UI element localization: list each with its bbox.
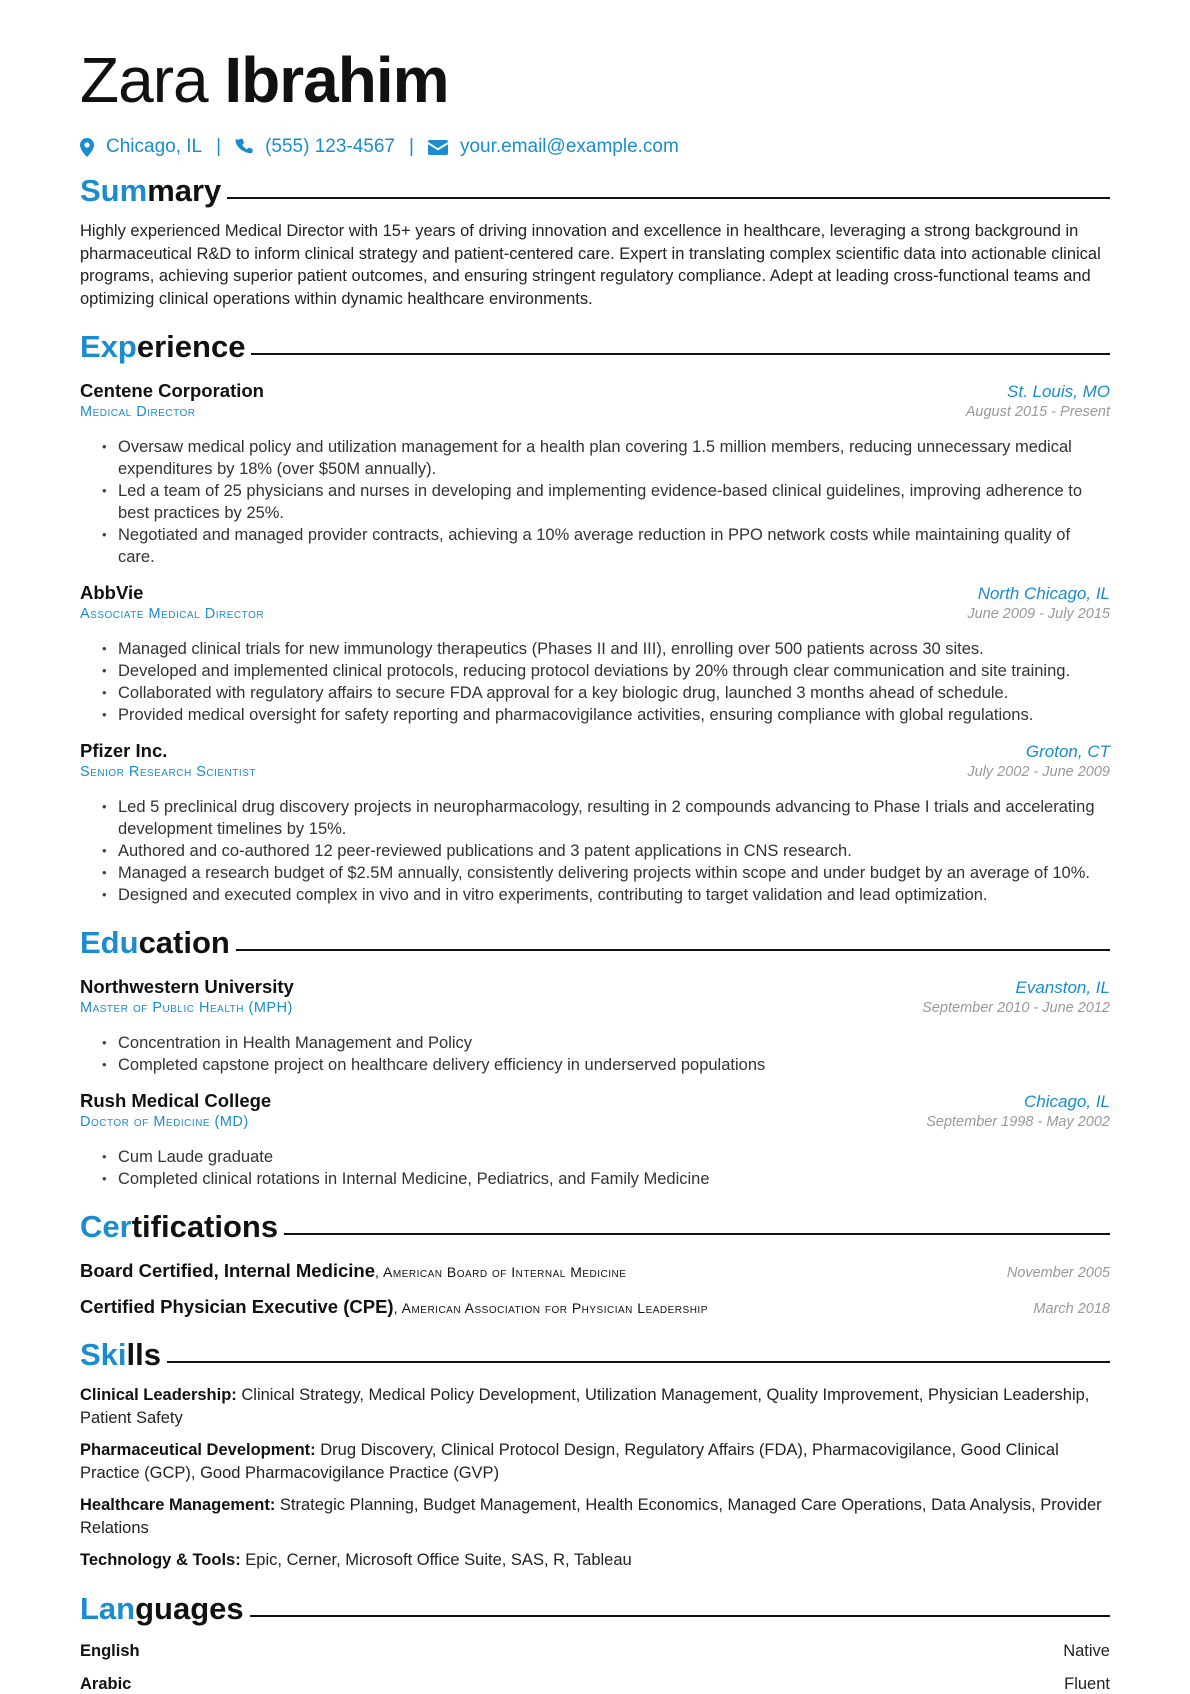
job-title: Medical Director bbox=[80, 404, 196, 420]
certification-issuer: , American Board of Internal Medicine bbox=[375, 1264, 627, 1280]
section-title: Experience bbox=[80, 329, 246, 364]
section-title: Summary bbox=[80, 173, 222, 208]
summary-heading bbox=[80, 172, 1110, 210]
section-title: Languages bbox=[80, 1590, 244, 1626]
certification-date: March 2018 bbox=[1033, 1301, 1110, 1317]
skill-items: Clinical Strategy, Medical Policy Development, Utilization Management, Quality Improvement, Physician Leadership, Patient Safety bbox=[80, 1386, 1090, 1427]
company-name: Centene Corporation bbox=[80, 380, 264, 401]
list-item: • Managed a research budget of $2.5M annually, consistently delivering projects within scope and under budget by an average of 10%. bbox=[102, 862, 1110, 884]
school-dates: September 1998 - May 2002 bbox=[926, 1114, 1110, 1130]
email-text: your.email@example.com bbox=[459, 136, 679, 157]
skill-row bbox=[80, 1384, 1110, 1429]
education-entry bbox=[80, 1090, 1110, 1190]
skill-row bbox=[80, 1439, 1110, 1484]
section-title: Certifications bbox=[80, 1209, 279, 1244]
skills-heading bbox=[80, 1336, 1110, 1374]
list-item: • Cum Laude graduate bbox=[102, 1146, 1110, 1168]
skill-category: Pharmaceutical Development: bbox=[80, 1441, 316, 1459]
location-text: Chicago, IL bbox=[106, 136, 203, 157]
language-level: Native bbox=[1063, 1641, 1110, 1660]
skill-row bbox=[80, 1494, 1110, 1539]
list-item: • Negotiated and managed provider contracts, achieving a 10% average reduction in PPO network costs while maintaining quality of care. bbox=[102, 524, 1110, 568]
contact-separator: | bbox=[409, 136, 414, 157]
certification-item bbox=[80, 1296, 1110, 1318]
job-title: Associate Medical Director bbox=[80, 606, 265, 622]
list-item: • Oversaw medical policy and utilization management for a health plan covering 1.5 million members, reducing unnecessary medical expenditures by 18% (over $50M annually). bbox=[102, 436, 1110, 480]
language-row bbox=[80, 1675, 1110, 1694]
phone-icon bbox=[235, 138, 253, 156]
language-name: English bbox=[80, 1641, 140, 1660]
section-rule bbox=[227, 197, 1110, 199]
list-item: • Managed clinical trials for new immunology therapeutics (Phases II and III), enrolling over 500 patients across 30 sites. bbox=[102, 638, 1110, 660]
summary-text: Highly experienced Medical Director with 15+ years of driving innovation and excellence in healthcare, leveraging a strong background in pharmaceutical R&D to inform clinical strategy and patient-centered care. Expert in translating complex scientific data into actionable clinical programs, achieving superior patient outcomes, and ensuring stringent regulatory compliance. Adept at leading cross-functional teams and optimizing clinical operations within dynamic healthcare environments. bbox=[80, 222, 1101, 308]
job-dates: August 2015 - Present bbox=[965, 404, 1110, 420]
last-name: Ibrahim bbox=[224, 44, 449, 116]
education-bullets bbox=[80, 1032, 1110, 1076]
skill-category: Technology & Tools: bbox=[80, 1551, 241, 1569]
section-rule bbox=[250, 1615, 1110, 1617]
certification-issuer: , American Association for Physician Leadership bbox=[393, 1300, 708, 1316]
experience-entry bbox=[80, 380, 1110, 568]
list-item: • Concentration in Health Management and Policy bbox=[102, 1032, 1110, 1054]
list-item: • Designed and executed complex in vivo and in vitro experiments, contributing to target validation and lead optimization. bbox=[102, 884, 1110, 906]
certification-name: Board Certified, Internal Medicine bbox=[80, 1260, 376, 1281]
job-location: Groton, CT bbox=[1025, 742, 1110, 761]
school-name: Rush Medical College bbox=[80, 1090, 272, 1111]
envelope-icon bbox=[428, 140, 448, 155]
certification-date: November 2005 bbox=[1006, 1265, 1110, 1281]
job-bullets bbox=[80, 796, 1110, 906]
list-item: • Collaborated with regulatory affairs to secure FDA approval for a key biologic drug, launched 3 months ahead of schedule. bbox=[102, 682, 1110, 704]
list-item: • Developed and implemented clinical protocols, reducing protocol deviations by 20% through clear communication and site training. bbox=[102, 660, 1110, 682]
certification-item bbox=[80, 1260, 1110, 1282]
phone-text: (555) 123-4567 bbox=[265, 136, 395, 157]
section-rule bbox=[251, 353, 1110, 355]
degree: Master of Public Health (MPH) bbox=[80, 1000, 293, 1016]
company-name: AbbVie bbox=[80, 582, 144, 603]
first-name: Zara bbox=[80, 44, 208, 116]
contact-bar bbox=[80, 136, 1110, 158]
degree: Doctor of Medicine (MD) bbox=[80, 1114, 249, 1130]
certification-name: Certified Physician Executive (CPE) bbox=[80, 1296, 394, 1317]
section-title: Skills bbox=[80, 1337, 161, 1372]
languages-heading bbox=[80, 1590, 1110, 1628]
school-location: Chicago, IL bbox=[1024, 1092, 1110, 1111]
skill-items: Drug Discovery, Clinical Protocol Design, Regulatory Affairs (FDA), Pharmacovigilance, Good Clinical Practice (GCP), Good Pharmacovigilance Practice (GVP) bbox=[80, 1441, 1059, 1482]
experience-heading bbox=[80, 328, 1110, 366]
job-bullets bbox=[80, 638, 1110, 726]
job-bullets bbox=[80, 436, 1110, 568]
list-item: • Authored and co-authored 12 peer-reviewed publications and 3 patent applications in CNS research. bbox=[102, 840, 1110, 862]
education-entry bbox=[80, 976, 1110, 1076]
contact-location bbox=[80, 136, 202, 158]
experience-entry bbox=[80, 582, 1110, 726]
job-dates: June 2009 - July 2015 bbox=[967, 606, 1110, 622]
company-name: Pfizer Inc. bbox=[80, 740, 168, 761]
job-title: Senior Research Scientist bbox=[80, 764, 256, 780]
school-dates: September 2010 - June 2012 bbox=[922, 1000, 1110, 1016]
job-location: North Chicago, IL bbox=[977, 584, 1110, 603]
school-name: Northwestern University bbox=[80, 976, 294, 997]
language-name: Arabic bbox=[80, 1674, 132, 1693]
job-dates: July 2002 - June 2009 bbox=[967, 764, 1110, 780]
list-item: • Led 5 preclinical drug discovery projects in neuropharmacology, resulting in 2 compounds advancing to Phase I trials and accelerating development timelines by 15%. bbox=[102, 796, 1110, 840]
contact-email[interactable] bbox=[428, 136, 679, 158]
list-item: • Led a team of 25 physicians and nurses in developing and implementing evidence-based clinical guidelines, improving adherence to best practices by 25%. bbox=[102, 480, 1110, 524]
map-pin-icon bbox=[80, 138, 94, 157]
skill-items: Epic, Cerner, Microsoft Office Suite, SAS, R, Tableau bbox=[240, 1551, 632, 1569]
experience-entry bbox=[80, 740, 1110, 906]
certifications-heading bbox=[80, 1208, 1110, 1246]
section-rule bbox=[284, 1233, 1110, 1235]
language-level: Fluent bbox=[1064, 1674, 1110, 1693]
skill-items: Strategic Planning, Budget Management, Health Economics, Managed Care Operations, Data Analysis, Provider Relations bbox=[80, 1496, 1102, 1537]
education-bullets bbox=[80, 1146, 1110, 1190]
section-title: Education bbox=[80, 925, 230, 960]
language-row bbox=[80, 1642, 1110, 1661]
skill-category: Clinical Leadership: bbox=[80, 1386, 237, 1404]
contact-separator: | bbox=[216, 136, 222, 157]
education-heading bbox=[80, 924, 1110, 962]
section-rule bbox=[236, 949, 1110, 951]
skill-row bbox=[80, 1549, 1110, 1572]
skill-category: Healthcare Management: bbox=[80, 1496, 276, 1514]
candidate-name bbox=[80, 44, 1110, 116]
section-rule bbox=[167, 1361, 1110, 1363]
list-item: • Provided medical oversight for safety reporting and pharmacovigilance activities, ensuring compliance with global regulations. bbox=[102, 704, 1110, 726]
job-location: St. Louis, MO bbox=[1007, 382, 1110, 401]
list-item: • Completed capstone project on healthcare delivery efficiency in underserved populations bbox=[102, 1054, 1110, 1076]
school-location: Evanston, IL bbox=[1015, 978, 1110, 997]
list-item: • Completed clinical rotations in Internal Medicine, Pediatrics, and Family Medicine bbox=[102, 1168, 1110, 1190]
contact-phone[interactable] bbox=[235, 136, 395, 158]
